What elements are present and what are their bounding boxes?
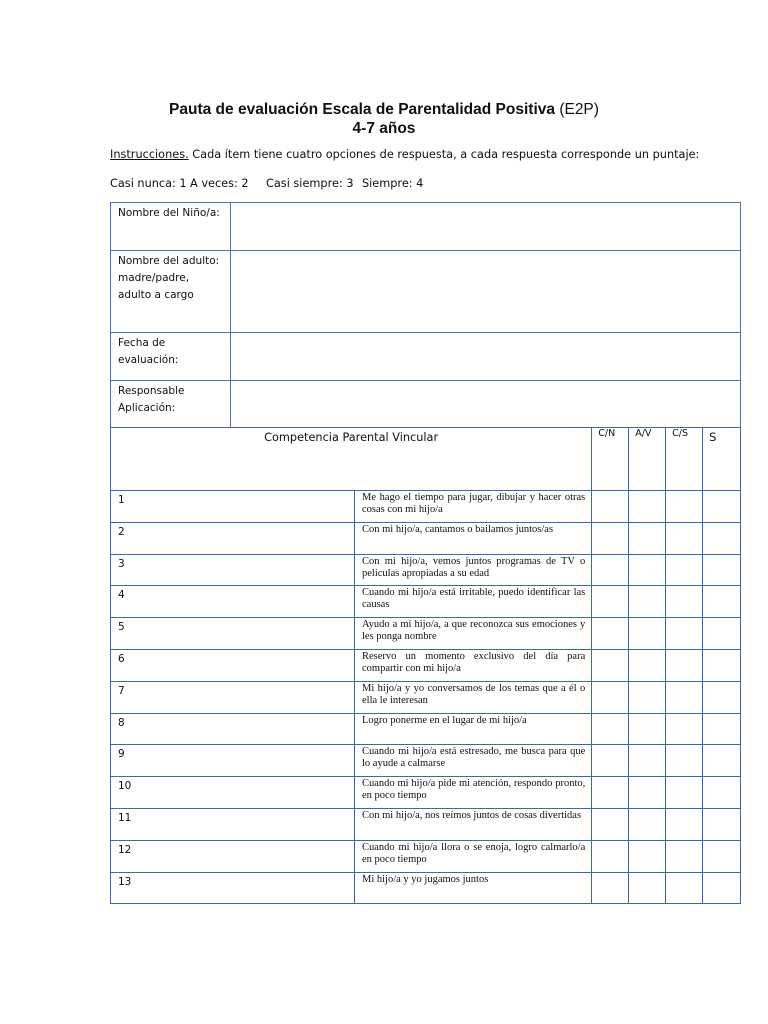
item-number: 5 — [111, 618, 355, 650]
title-abbrev: (E2P) — [559, 101, 599, 118]
section-header-row — [111, 428, 741, 491]
item-row — [111, 777, 741, 809]
field-value-adulto[interactable] — [231, 251, 741, 333]
item-number: 10 — [111, 777, 355, 809]
item-text: Con mi hijo/a, vemos juntos programas de TV o películas apropiadas a su edad — [355, 554, 592, 586]
item-row — [111, 745, 741, 777]
item-number: 2 — [111, 522, 355, 554]
item-number: 13 — [111, 872, 355, 904]
field-label-responsable: Responsable Aplicación: — [111, 381, 231, 428]
answer-cell-cs[interactable] — [666, 681, 703, 713]
scale-siempre: Siempre: 4 — [362, 177, 424, 190]
answer-cell-cs[interactable] — [666, 618, 703, 650]
field-label-fecha: Fecha de evaluación: — [111, 333, 231, 381]
instructions — [110, 148, 699, 161]
item-number: 8 — [111, 713, 355, 745]
item-number: 9 — [111, 745, 355, 777]
answer-cell-cn[interactable] — [592, 872, 629, 904]
answer-cell-av[interactable] — [629, 745, 666, 777]
identification-table — [110, 202, 741, 428]
item-row — [111, 713, 741, 745]
answer-cell-s[interactable] — [703, 713, 741, 745]
item-number: 3 — [111, 554, 355, 586]
col-header-av: A/V — [629, 428, 666, 491]
answer-cell-cn[interactable] — [592, 681, 629, 713]
answer-cell-av[interactable] — [629, 649, 666, 681]
age-range-subtitle: 4-7 años — [352, 120, 416, 137]
info-row-responsable — [111, 381, 741, 428]
item-text: Con mi hijo/a, cantamos o bailamos juntos/as — [355, 522, 592, 554]
item-text: Cuando mi hijo/a está irritable, puedo identificar las causas — [355, 586, 592, 618]
scale-casi-siempre: Casi siempre: 3 — [266, 177, 354, 190]
item-row — [111, 522, 741, 554]
answer-cell-cn[interactable] — [592, 586, 629, 618]
item-text: Reservo un momento exclusivo del día para compartir con mi hijo/a — [355, 649, 592, 681]
item-row — [111, 649, 741, 681]
field-label-nino: Nombre del Niño/a: — [111, 203, 231, 251]
answer-cell-cs[interactable] — [666, 554, 703, 586]
answer-cell-cs[interactable] — [666, 777, 703, 809]
col-header-s: S — [703, 428, 741, 491]
col-header-cn: C/N — [592, 428, 629, 491]
field-label-adulto: Nombre del adulto: madre/padre, adulto a cargo — [111, 251, 231, 333]
answer-cell-s[interactable] — [703, 586, 741, 618]
item-row — [111, 586, 741, 618]
answer-cell-cn[interactable] — [592, 745, 629, 777]
answer-cell-s[interactable] — [703, 618, 741, 650]
item-number: 1 — [111, 491, 355, 523]
answer-cell-cn[interactable] — [592, 491, 629, 523]
answer-cell-cs[interactable] — [666, 872, 703, 904]
answer-cell-s[interactable] — [703, 491, 741, 523]
scale-casi-nunca: Casi nunca: 1 — [110, 177, 187, 190]
item-text: Cuando mi hijo/a pide mi atención, respondo pronto, en poco tiempo — [355, 777, 592, 809]
answer-cell-cs[interactable] — [666, 808, 703, 840]
answer-cell-cs[interactable] — [666, 522, 703, 554]
item-number: 4 — [111, 586, 355, 618]
answer-cell-av[interactable] — [629, 681, 666, 713]
answer-cell-av[interactable] — [629, 872, 666, 904]
info-row-fecha — [111, 333, 741, 381]
item-text: Con mi hijo/a, nos reímos juntos de cosas divertidas — [355, 808, 592, 840]
item-row — [111, 491, 741, 523]
item-row — [111, 840, 741, 872]
item-text: Cuando mi hijo/a llora o se enoja, logro calmarlo/a en poco tiempo — [355, 840, 592, 872]
answer-cell-av[interactable] — [629, 522, 666, 554]
answer-cell-s[interactable] — [703, 872, 741, 904]
item-row — [111, 554, 741, 586]
col-header-cs: C/S — [666, 428, 703, 491]
answer-cell-s[interactable] — [703, 840, 741, 872]
answer-cell-av[interactable] — [629, 554, 666, 586]
answer-cell-av[interactable] — [629, 777, 666, 809]
scale-a-veces: A veces: 2 — [190, 177, 249, 190]
item-row — [111, 618, 741, 650]
answer-cell-cs[interactable] — [666, 491, 703, 523]
info-row-nino — [111, 203, 741, 251]
answer-cell-av[interactable] — [629, 840, 666, 872]
info-row-adulto — [111, 251, 741, 333]
answer-cell-av[interactable] — [629, 808, 666, 840]
answer-cell-av[interactable] — [629, 618, 666, 650]
answer-cell-s[interactable] — [703, 681, 741, 713]
answer-cell-cn[interactable] — [592, 522, 629, 554]
item-text: Mi hijo/a y yo conversamos de los temas que a él o ella le interesan — [355, 681, 592, 713]
field-value-responsable[interactable] — [231, 381, 741, 428]
answer-cell-cs[interactable] — [666, 649, 703, 681]
item-text: Me hago el tiempo para jugar, dibujar y hacer otras cosas con mi hijo/a — [355, 491, 592, 523]
items-table — [110, 427, 741, 904]
item-number: 11 — [111, 808, 355, 840]
instructions-text: Cada ítem tiene cuatro opciones de respuesta, a cada respuesta corresponde un puntaje: — [192, 148, 700, 161]
item-row — [111, 808, 741, 840]
answer-cell-s[interactable] — [703, 522, 741, 554]
item-text: Ayudo a mi hijo/a, a que reconozca sus emociones y les ponga nombre — [355, 618, 592, 650]
item-text: Logro ponerme en el lugar de mi hijo/a — [355, 713, 592, 745]
answer-cell-cs[interactable] — [666, 745, 703, 777]
item-text: Mi hijo/a y yo jugamos juntos — [355, 872, 592, 904]
item-row — [111, 872, 741, 904]
section-title: Competencia Parental Vincular — [111, 428, 592, 491]
answer-cell-av[interactable] — [629, 586, 666, 618]
item-rows — [111, 491, 741, 904]
answer-cell-cn[interactable] — [592, 777, 629, 809]
field-value-fecha[interactable] — [231, 333, 741, 381]
answer-cell-cs[interactable] — [666, 840, 703, 872]
item-number: 7 — [111, 681, 355, 713]
answer-cell-s[interactable] — [703, 554, 741, 586]
field-value-nino[interactable] — [231, 203, 741, 251]
answer-cell-av[interactable] — [629, 491, 666, 523]
item-number: 12 — [111, 840, 355, 872]
item-row — [111, 681, 741, 713]
title-main: Pauta de evaluación Escala de Parentalidad Positiva — [169, 101, 555, 118]
answer-cell-cn[interactable] — [592, 618, 629, 650]
answer-cell-cn[interactable] — [592, 554, 629, 586]
document-title — [0, 100, 768, 119]
answer-cell-cs[interactable] — [666, 586, 703, 618]
answer-cell-s[interactable] — [703, 745, 741, 777]
answer-cell-cs[interactable] — [666, 713, 703, 745]
item-text: Cuando mi hijo/a está estresado, me busca para que lo ayude a calmarse — [355, 745, 592, 777]
answer-cell-s[interactable] — [703, 649, 741, 681]
answer-cell-cn[interactable] — [592, 840, 629, 872]
answer-cell-cn[interactable] — [592, 713, 629, 745]
item-number: 6 — [111, 649, 355, 681]
answer-cell-s[interactable] — [703, 808, 741, 840]
answer-cell-av[interactable] — [629, 713, 666, 745]
instructions-label: Instrucciones. — [110, 148, 189, 161]
answer-cell-cn[interactable] — [592, 808, 629, 840]
answer-cell-s[interactable] — [703, 777, 741, 809]
answer-cell-cn[interactable] — [592, 649, 629, 681]
